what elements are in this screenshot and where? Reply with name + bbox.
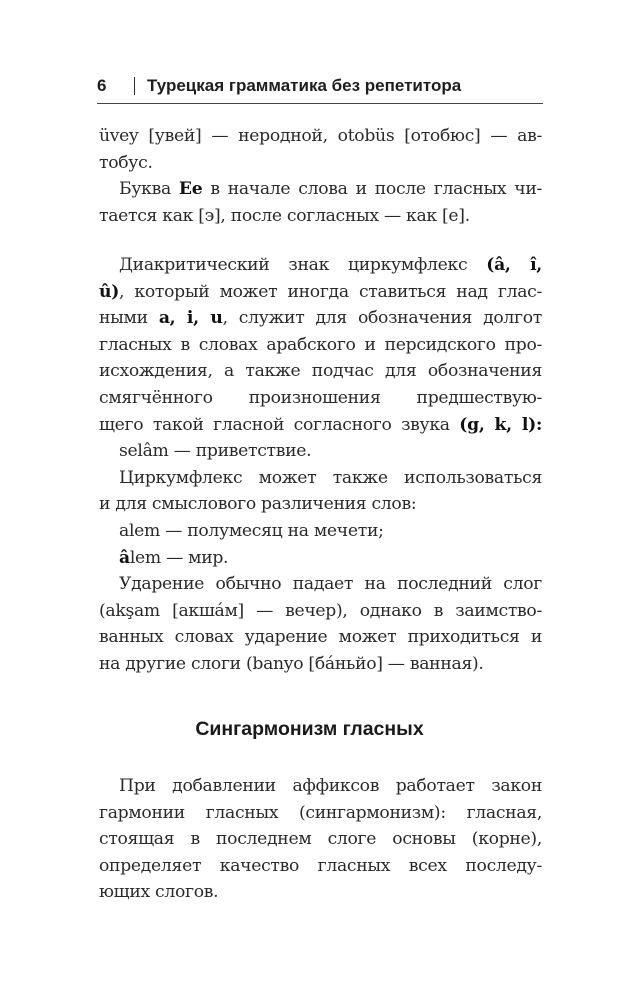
text-line bbox=[99, 518, 542, 545]
text-segment: При добавлении аффиксов работает закон bbox=[119, 776, 542, 796]
header-separator bbox=[134, 77, 135, 95]
text-segment: (akşam [акшáм] — вечер), однако в заимство- bbox=[99, 600, 542, 621]
text-segment: Буква bbox=[119, 179, 179, 200]
text-line bbox=[99, 279, 542, 306]
text-segment: смягчённого произношения предшествую- bbox=[99, 387, 542, 408]
bold-term: û) bbox=[99, 281, 120, 302]
text-segment: гармонии гласных (сингармонизм): гласная, bbox=[99, 802, 542, 823]
text-line bbox=[99, 853, 542, 880]
text-line bbox=[99, 826, 542, 853]
text-line bbox=[99, 800, 542, 827]
text-segment: selâm — приветствие. bbox=[119, 441, 312, 462]
bold-term: a, i, u bbox=[158, 308, 223, 329]
text-segment: lem — мир. bbox=[129, 547, 229, 568]
section-heading: Сингармонизм гласных bbox=[195, 718, 424, 740]
text-segment: стоящая в последнем слоге основы (корне), bbox=[99, 829, 542, 850]
bold-term: (â, î, bbox=[486, 255, 542, 275]
bold-term: Ee bbox=[178, 179, 203, 200]
text-segment: üvey [увей] — неродной, otobüs [отобюс] — ав- bbox=[99, 126, 542, 146]
text-segment: тобус. bbox=[99, 152, 153, 173]
text-line bbox=[99, 465, 542, 492]
text-segment: , служит для обозначения долгот bbox=[222, 308, 542, 329]
page-number: 6 bbox=[97, 76, 107, 95]
header-rule bbox=[97, 103, 543, 104]
text-segment: alem — полумесяц на мечети; bbox=[119, 520, 384, 541]
text-line bbox=[99, 773, 542, 800]
text-segment: тается как [э], после согласных — как [е]. bbox=[99, 205, 470, 226]
text-line bbox=[99, 176, 542, 203]
text-segment: ными bbox=[99, 308, 159, 329]
text-line bbox=[99, 123, 542, 150]
text-line bbox=[99, 598, 542, 625]
text-line bbox=[99, 203, 542, 230]
text-block-vowel-harmony bbox=[99, 773, 542, 906]
text-line bbox=[99, 412, 542, 439]
text-line bbox=[99, 624, 542, 651]
text-line bbox=[99, 332, 542, 359]
text-segment: ющих слогов. bbox=[99, 882, 219, 903]
text-segment: определяет качество гласных всех последу- bbox=[99, 855, 542, 876]
bold-term: (g, k, l): bbox=[459, 414, 542, 435]
text-line bbox=[99, 252, 542, 279]
text-segment: Диакритический знак циркумфлекс bbox=[119, 255, 487, 275]
text-line bbox=[99, 438, 542, 465]
text-line bbox=[99, 491, 542, 518]
bold-term: â bbox=[119, 547, 130, 568]
text-line bbox=[99, 150, 542, 177]
text-segment: Циркумфлекс может также использоваться bbox=[119, 467, 542, 488]
running-header bbox=[97, 74, 543, 102]
text-line bbox=[99, 358, 542, 385]
text-segment: в начале слова и после гласных чи- bbox=[202, 179, 542, 200]
text-block-letter-e bbox=[99, 123, 542, 229]
text-segment: щего такой гласной согласного звука bbox=[99, 414, 460, 435]
text-segment: ванных словах ударение может приходиться и bbox=[99, 627, 542, 648]
book-title: Турецкая грамматика без репетитора bbox=[147, 76, 462, 95]
text-line bbox=[99, 879, 542, 906]
text-line bbox=[99, 545, 542, 572]
text-line bbox=[99, 651, 542, 678]
text-segment: гласных в словах арабского и персидского про- bbox=[99, 334, 542, 355]
text-segment: на другие слоги (banyo [бáньйо] — ванная). bbox=[99, 653, 484, 674]
text-segment: исхождения, а также подчас для обозначения bbox=[99, 361, 542, 382]
text-segment: Ударение обычно падает на последний слог bbox=[119, 574, 542, 595]
text-line bbox=[99, 571, 542, 598]
text-segment: , который может иногда ставиться над глас- bbox=[119, 281, 542, 302]
text-segment: и для смыслового различения слов: bbox=[99, 494, 417, 515]
text-line bbox=[99, 385, 542, 412]
text-block-circumflex bbox=[99, 252, 542, 678]
text-line bbox=[99, 305, 542, 332]
